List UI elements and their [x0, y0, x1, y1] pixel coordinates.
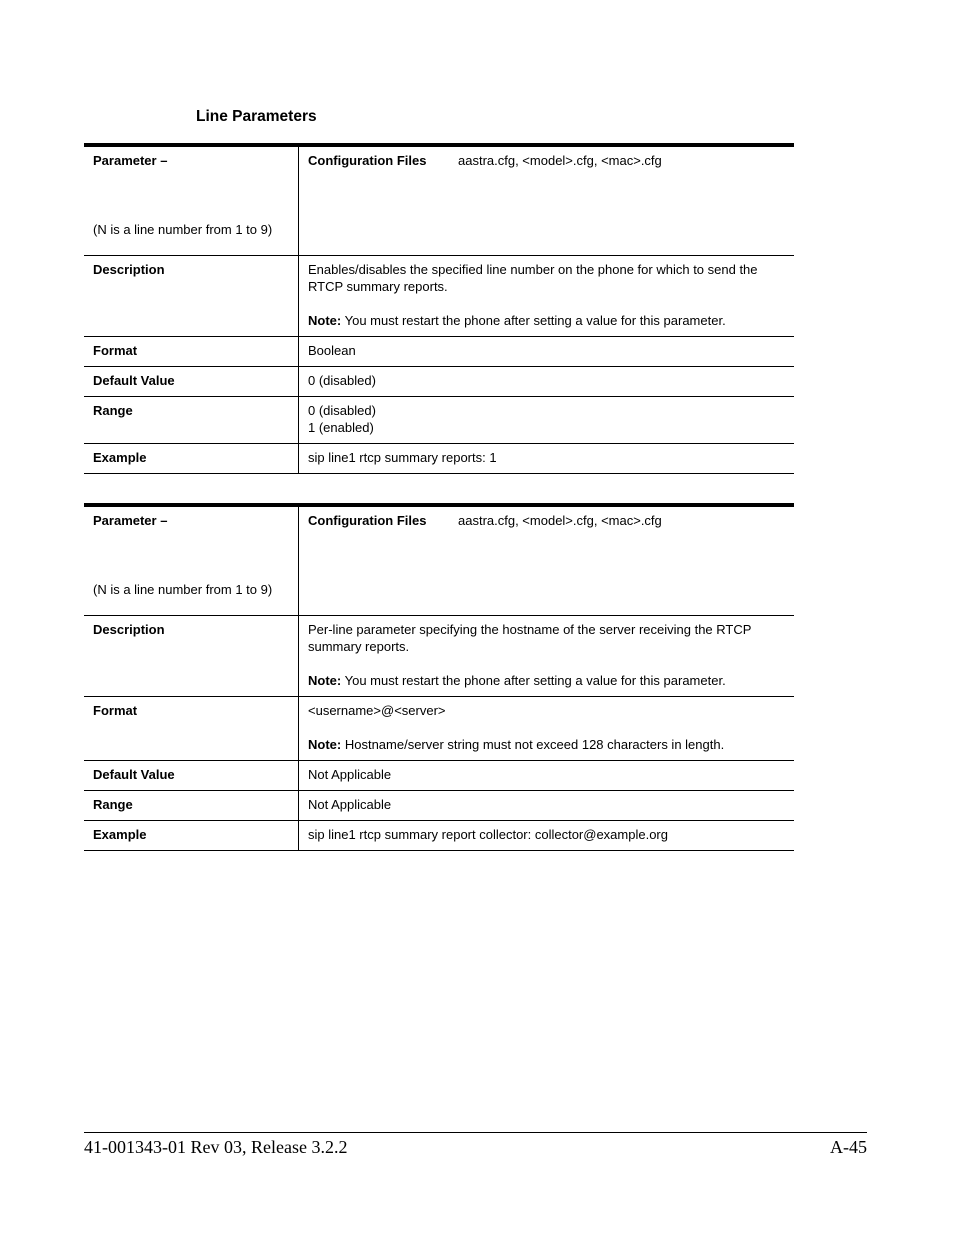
- default-value-label: Default Value: [84, 761, 299, 791]
- footer-page-number: A-45: [830, 1137, 867, 1157]
- table-row: [84, 337, 794, 367]
- table-row: [84, 697, 794, 761]
- format-cell: [299, 697, 795, 761]
- parameter-label: Parameter –: [93, 153, 168, 168]
- parameter-table-rtcp-summary-report-collector: [84, 503, 794, 851]
- note-text: You must restart the phone after setting a value for this parameter.: [344, 313, 726, 328]
- table-row: [84, 397, 794, 444]
- config-files-value: aastra.cfg, <model>.cfg, <mac>.cfg: [458, 513, 662, 528]
- parameter-table-rtcp-summary-reports: [84, 143, 794, 474]
- example-value: sip line1 rtcp summary reports: 1: [299, 444, 795, 474]
- table-row: [84, 761, 794, 791]
- table-row: [84, 616, 794, 697]
- description-cell: [299, 256, 795, 337]
- config-files-value: aastra.cfg, <model>.cfg, <mac>.cfg: [458, 153, 662, 168]
- section-title: Line Parameters: [196, 108, 317, 125]
- note-text: You must restart the phone after setting a value for this parameter.: [344, 673, 726, 688]
- description-text: Enables/disables the specified line number on the phone for which to send the RTCP summary reports.: [308, 262, 758, 294]
- parameter-note: (N is a line number from 1 to 9): [93, 222, 273, 237]
- default-value-label: Default Value: [84, 367, 299, 397]
- description-text: Per-line parameter specifying the hostname of the server receiving the RTCP summary reports.: [308, 622, 752, 654]
- example-label: Example: [84, 821, 299, 851]
- config-files-label: Configuration Files: [308, 513, 427, 528]
- config-files-label: Configuration Files: [308, 153, 427, 168]
- example-value: sip line1 rtcp summary report collector: collector@example.org: [299, 821, 795, 851]
- description-label: Description: [84, 256, 299, 337]
- format-value: Boolean: [299, 337, 795, 367]
- config-files-cell: [299, 505, 795, 616]
- format-value: <username>@<server>: [308, 703, 446, 718]
- format-label: Format: [84, 337, 299, 367]
- note-text: Hostname/server string must not exceed 128 characters in length.: [344, 737, 725, 752]
- table-row: [84, 145, 794, 256]
- note-label: Note:: [308, 313, 342, 328]
- parameter-label: Parameter –: [93, 513, 168, 528]
- default-value: Not Applicable: [299, 761, 795, 791]
- table-row: [84, 444, 794, 474]
- footer-divider: [84, 1132, 867, 1133]
- table-row: [84, 256, 794, 337]
- parameter-cell: [84, 145, 299, 256]
- table-row: [84, 791, 794, 821]
- parameter-cell: [84, 505, 299, 616]
- note-label: Note:: [308, 673, 342, 688]
- table-row: [84, 367, 794, 397]
- range-value: 0 (disabled): [308, 403, 376, 418]
- example-label: Example: [84, 444, 299, 474]
- default-value: 0 (disabled): [299, 367, 795, 397]
- range-label: Range: [84, 791, 299, 821]
- parameter-note: (N is a line number from 1 to 9): [93, 582, 273, 597]
- footer-document-id: 41-001343-01 Rev 03, Release 3.2.2: [84, 1137, 348, 1157]
- note-label: Note:: [308, 737, 342, 752]
- range-value: 1 (enabled): [308, 420, 374, 435]
- description-cell: [299, 616, 795, 697]
- range-label: Range: [84, 397, 299, 444]
- table-row: [84, 505, 794, 616]
- format-label: Format: [84, 697, 299, 761]
- table-row: [84, 821, 794, 851]
- config-files-cell: [299, 145, 795, 256]
- range-cell: [299, 397, 795, 444]
- description-label: Description: [84, 616, 299, 697]
- range-value: Not Applicable: [299, 791, 795, 821]
